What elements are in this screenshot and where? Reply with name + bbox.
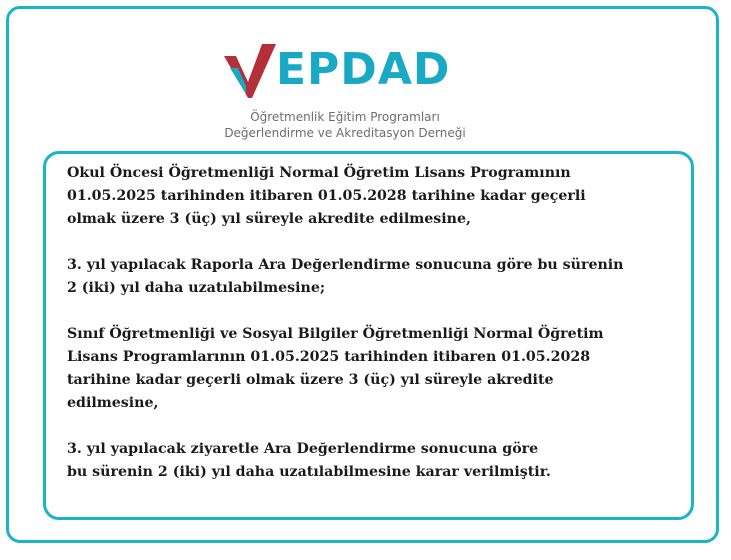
epdad-logo [214, 37, 484, 149]
logo-subtitle-line-2: Değerlendirme ve Akreditasyon Derneği [224, 126, 466, 140]
decision-paragraph-3 [67, 323, 692, 415]
text-line: bu sürenin 2 (iki) yıl daha uzatılabilmesine karar verilmiştir. [67, 464, 551, 480]
decision-box [43, 151, 694, 520]
text-line: Okul Öncesi Öğretmenliği Normal Öğretim Lisans Programının [67, 165, 571, 181]
text-line: tarihine kadar geçerli olmak üzere 3 (üç) yıl süreyle akredite [67, 372, 554, 388]
logo-wordmark: EPDAD [276, 44, 451, 95]
text-line: 01.05.2025 tarihinden itibaren 01.05.2028 tarihine kadar geçerli [67, 188, 586, 204]
text-line: olmak üzere 3 (üç) yıl süreyle akredite edilmesine, [67, 211, 471, 227]
decision-paragraph-1 [67, 162, 692, 231]
text-line: 3. yıl yapılacak ziyaretle Ara Değerlendirme sonucuna göre [67, 441, 539, 457]
text-line: edilmesine, [67, 395, 159, 411]
decision-paragraph-2 [67, 254, 692, 300]
text-line: 3. yıl yapılacak Raporla Ara Değerlendirme sonucuna göre bu sürenin [67, 257, 624, 273]
text-line: Sınıf Öğretmenliği ve Sosyal Bilgiler Öğretmenliği Normal Öğretim [67, 326, 604, 342]
text-line: Lisans Programlarının 01.05.2025 tarihinden itibaren 01.05.2028 [67, 349, 591, 365]
decision-paragraph-4 [67, 438, 692, 484]
logo-subtitle-line-1: Öğretmenlik Eğitim Programları [250, 110, 440, 124]
checkmark-logo-icon [222, 42, 278, 100]
text-line: 2 (iki) yıl daha uzatılabilmesine; [67, 280, 326, 296]
decision-text [67, 162, 692, 507]
